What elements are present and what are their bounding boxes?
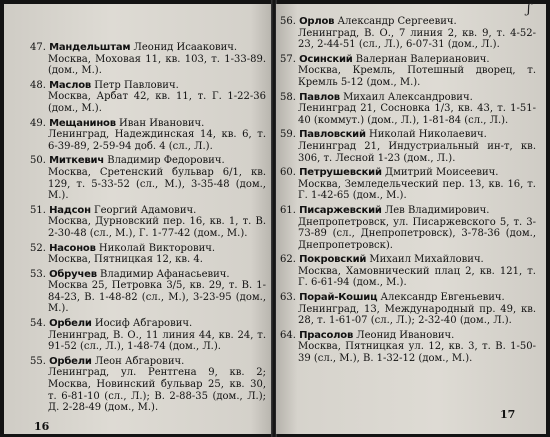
entry-number: 48.: [30, 79, 46, 91]
entry-heading: [280, 16, 536, 28]
left-page-number: 16: [34, 420, 50, 433]
entry-address: Ленинград, 13, Международный пр. 49, кв. 28, т. 1-61-07 (сл., Л.); 2-32-40 (дом., Л.).: [298, 303, 536, 327]
directory-entry: [280, 292, 536, 327]
directory-entry: [30, 243, 266, 266]
entry-address: Москва, Кремль, Потешный дворец, т. Кремль 5-12 (дом., М.).: [298, 65, 536, 88]
entry-address: Москва, Хамовнический плац 2, кв. 121, т. Г. 6-61-94 (дом., М.).: [298, 265, 536, 289]
right-entry-list: [280, 16, 536, 365]
entry-number: 59.: [280, 129, 296, 141]
entry-address: Ленинград 21, Сосновка 1/3, кв. 43, т. 1-51-40 (коммут.) (дом., Л.), 1-81-84 (сл., Л.).: [298, 103, 536, 126]
entry-given-name: Леонид Иванович.: [356, 329, 455, 341]
entry-address: Москва, Земледельческий пер. 13, кв. 16, т. Г. 1-42-65 (дом., М.).: [298, 178, 536, 202]
entry-number: 51.: [30, 204, 46, 216]
entry-address: Ленинград, ул. Рентгена 9, кв. 2; Москва, Новинский бульвар 25, кв. 30, т. 6-81-10 (сл., Л.); В. 2-88-35 (дом., Л.); Д. 2-28-49 (дом., М.).: [48, 367, 266, 414]
entry-heading: [30, 80, 266, 92]
entry-given-name: Валериан Валерианович.: [355, 53, 490, 65]
directory-entry: [280, 16, 536, 51]
directory-entry: [280, 92, 536, 127]
entry-heading: [30, 318, 266, 330]
entry-number: 54.: [30, 318, 46, 330]
entry-heading: [30, 243, 266, 255]
entry-heading: [30, 118, 266, 130]
entry-heading: [280, 330, 536, 342]
entry-address: Москва 25, Петровка 3/5, кв. 29, т. В. 1-84-23, В. 1-48-82 (сл., М.), 3-23-95 (дом., М.).: [48, 280, 266, 315]
entry-given-name: Николай Викторович.: [98, 242, 216, 254]
entry-heading: [280, 292, 536, 304]
entry-heading: [30, 356, 266, 368]
entry-surname: Петрушевский: [299, 167, 382, 179]
directory-entry: [30, 356, 266, 414]
entry-surname: Миткевич: [49, 155, 105, 167]
directory-entry: [30, 269, 266, 315]
entry-given-name: Георгий Адамович.: [93, 204, 197, 216]
entry-surname: Покровский: [299, 254, 367, 266]
entry-heading: [280, 254, 536, 266]
entry-number: 53.: [30, 268, 46, 280]
entry-heading: [280, 92, 536, 104]
entry-address: Москва, Пятницкая 12, кв. 4.: [48, 254, 203, 266]
entry-number: 64.: [280, 329, 296, 341]
directory-entry: [30, 80, 266, 115]
entry-address: Ленинград, В. О., 11 линия 44, кв. 24, т. 91-52 (сл., Л.), 1-48-74 (дом., Л.).: [48, 329, 266, 353]
corner-handwritten-mark: ʃ: [527, 2, 531, 17]
directory-entry: [280, 129, 536, 164]
entry-number: 55.: [30, 355, 46, 367]
entry-number: 63.: [280, 292, 296, 304]
directory-entry: [30, 42, 266, 77]
entry-number: 56.: [280, 16, 296, 27]
entry-number: 57.: [280, 53, 296, 65]
left-page: [4, 4, 272, 434]
entry-number: 47.: [30, 42, 46, 53]
entry-surname: Павлов: [299, 91, 340, 103]
directory-entry: [30, 318, 266, 353]
entry-surname: Обручев: [49, 268, 97, 280]
entry-address: Днепропетровск, ул. Писаржевского 5, т. 3-73-89 (сл., Днепропетровск), 3-78-36 (дом., Днепропетровск).: [298, 216, 536, 251]
entry-address: Москва, Арбат 42, кв. 11, т. Г. 1-22-36 (дом., М.).: [48, 91, 266, 114]
entry-surname: Писаржевский: [299, 204, 382, 216]
entry-number: 52.: [30, 242, 46, 254]
right-page-number: 17: [500, 408, 516, 421]
entry-given-name: Лев Владимирович.: [384, 204, 490, 216]
entry-address: Москва, Сретенский бульвар 6/1, кв. 129, т. 5-33-52 (сл., М.), 3-35-48 (дом., М.).: [48, 166, 266, 202]
entry-heading: [280, 205, 536, 217]
directory-entry: [280, 167, 536, 202]
entry-surname: Мещанинов: [49, 117, 116, 129]
entry-given-name: Иван Иванович.: [119, 117, 205, 129]
directory-entry: [30, 118, 266, 153]
entry-given-name: Иосиф Абгарович.: [94, 318, 193, 330]
entry-surname: Насонов: [49, 242, 96, 254]
directory-entry: [30, 205, 266, 240]
entry-surname: Орбели: [49, 355, 92, 367]
entry-heading: [280, 54, 536, 66]
entry-address: Москва, Пятницкая ул. 12, кв. 3, т. В. 1-50-39 (сл., М.), В. 1-32-12 (дом., М.).: [298, 341, 536, 365]
entry-number: 50.: [30, 155, 46, 167]
entry-given-name: Михаил Александрович.: [343, 91, 473, 103]
entry-surname: Мандельштам: [49, 42, 131, 53]
entry-surname: Маслов: [49, 79, 92, 91]
entry-surname: Порай-Кошиц: [299, 292, 378, 304]
entry-given-name: Александр Сергеевич.: [337, 16, 457, 27]
directory-entry: [280, 330, 536, 365]
entry-address: Москва, Дурновский пер. 16, кв. 1, т. В. 2-30-48 (сл., М.), Г. 1-77-42 (дом., М.).: [48, 216, 266, 239]
entry-surname: Прасолов: [299, 329, 354, 341]
entry-given-name: Николай Николаевич.: [368, 129, 487, 141]
entry-heading: [30, 155, 266, 167]
entry-address: Ленинград 21, Индустриальный ин-т, кв. 306, т. Лесной 1-23 (дом., Л.).: [298, 140, 536, 164]
entry-given-name: Александр Евгеньевич.: [380, 292, 505, 304]
entry-given-name: Леон Абгарович.: [94, 355, 185, 367]
entry-number: 58.: [280, 91, 296, 103]
entry-given-name: Владимир Федорович.: [107, 155, 225, 167]
entry-surname: Орлов: [299, 16, 335, 27]
entry-heading: [30, 205, 266, 217]
entry-given-name: Дмитрий Моисеевич.: [384, 167, 499, 179]
entry-address: Москва, Моховая 11, кв. 103, т. 1-33-89. (дом., М.).: [48, 53, 266, 77]
entry-surname: Павловский: [299, 129, 366, 141]
right-page: [276, 4, 546, 434]
directory-entry: [280, 54, 536, 89]
entry-surname: Орбели: [49, 318, 92, 330]
entry-surname: Осинский: [299, 53, 353, 65]
entry-given-name: Леонид Исаакович.: [133, 42, 238, 53]
directory-entry: [30, 155, 266, 201]
entry-address: Ленинград, Надеждинская 14, кв. 6, т. 6-39-89, 2-59-94 доб. 4 (сл., Л.).: [48, 129, 266, 152]
entry-given-name: Петр Павлович.: [94, 79, 179, 91]
entry-heading: [30, 42, 266, 54]
entry-number: 61.: [280, 204, 296, 216]
directory-entry: [280, 254, 536, 289]
entry-address: Ленинград, В. О., 7 линия 2, кв. 9, т. 4-52-23, 2-44-51 (сл., Л.), 6-07-31 (дом., Л.).: [298, 27, 536, 51]
entry-number: 49.: [30, 117, 46, 129]
entry-heading: [280, 129, 536, 141]
left-entry-list: [30, 42, 266, 414]
entry-number: 60.: [280, 167, 296, 179]
entry-number: 62.: [280, 254, 296, 266]
entry-heading: [30, 269, 266, 281]
entry-given-name: Владимир Афанасьевич.: [100, 268, 230, 280]
entry-heading: [280, 167, 536, 179]
entry-given-name: Михаил Михайлович.: [369, 254, 484, 266]
directory-entry: [280, 205, 536, 251]
entry-surname: Надсон: [49, 204, 91, 216]
